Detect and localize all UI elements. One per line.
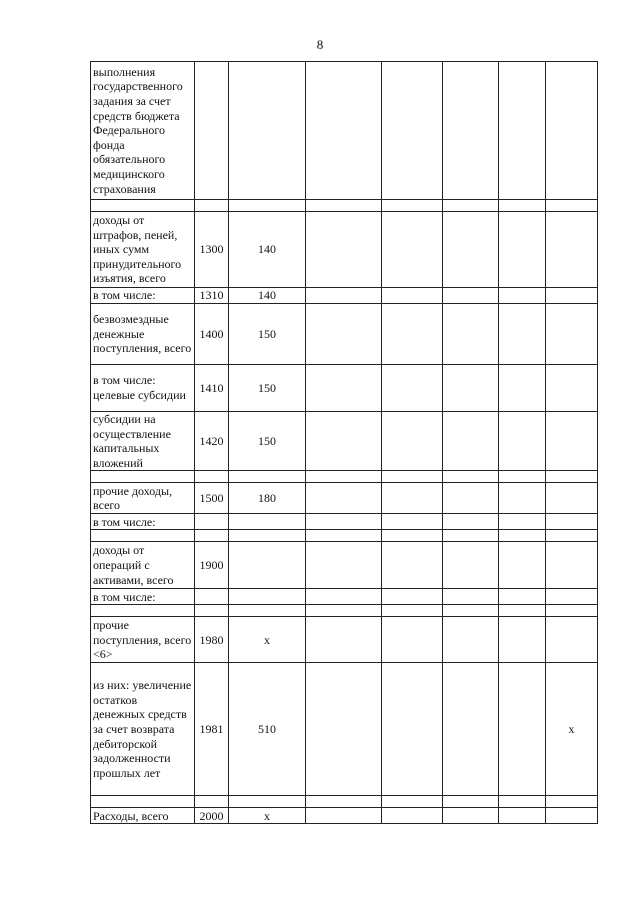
value-cell [306,412,382,471]
row-code: 1300 [195,212,229,288]
row-label: доходы от штрафов, пеней, иных сумм принудительного изъятия, всего [91,212,195,288]
row-kosgu: 510 [229,663,306,796]
value-cell [382,542,443,589]
row-code: 1500 [195,483,229,514]
value-cell [443,62,499,200]
value-cell [382,365,443,412]
table-row [91,62,598,200]
value-cell [306,62,382,200]
table-row [91,542,598,589]
row-label: доходы от операций с активами, всего [91,542,195,589]
value-cell [382,514,443,530]
value-cell [382,483,443,514]
value-cell [499,514,546,530]
value-cell: x [546,663,598,796]
row-kosgu: 140 [229,288,306,304]
value-cell [382,288,443,304]
value-cell [499,365,546,412]
row-kosgu: x [229,617,306,663]
value-cell [443,514,499,530]
value-cell [443,808,499,824]
table-row [91,212,598,288]
row-kosgu [229,589,306,605]
row-label: в том числе: целевые субсидии [91,365,195,412]
table-row [91,412,598,471]
value-cell [546,304,598,365]
value-cell [499,617,546,663]
row-code: 1310 [195,288,229,304]
value-cell [499,412,546,471]
table-row [91,288,598,304]
value-cell [546,589,598,605]
spacer-row [91,605,598,617]
row-label: выполнения государственного задания за счет средств бюджета Федерального фонда обязательного медицинского страхования [91,62,195,200]
value-cell [546,412,598,471]
value-cell [443,483,499,514]
row-kosgu [229,542,306,589]
value-cell [443,304,499,365]
value-cell [443,663,499,796]
row-label: из них: увеличение остатков денежных средств за счет возврата дебиторской задолженности прошлых лет [91,663,195,796]
table-row [91,483,598,514]
row-kosgu: 150 [229,412,306,471]
value-cell [382,663,443,796]
value-cell [546,365,598,412]
value-cell [306,542,382,589]
spacer-row [91,471,598,483]
value-cell [443,617,499,663]
row-code: 1420 [195,412,229,471]
row-code: 1410 [195,365,229,412]
value-cell [382,412,443,471]
value-cell [546,212,598,288]
table-row [91,589,598,605]
row-kosgu: 180 [229,483,306,514]
value-cell [443,212,499,288]
value-cell [546,808,598,824]
value-cell [382,62,443,200]
table-row [91,514,598,530]
value-cell [499,542,546,589]
value-cell [546,62,598,200]
value-cell [306,365,382,412]
row-kosgu [229,62,306,200]
spacer-row [91,530,598,542]
value-cell [443,542,499,589]
value-cell [306,304,382,365]
row-label: в том числе: [91,288,195,304]
value-cell [306,617,382,663]
table-row [91,808,598,824]
value-cell [499,212,546,288]
row-code: 1981 [195,663,229,796]
spacer-row [91,796,598,808]
value-cell [499,304,546,365]
table-row [91,304,598,365]
value-cell [499,288,546,304]
value-cell [499,663,546,796]
value-cell [306,483,382,514]
value-cell [546,617,598,663]
value-cell [443,589,499,605]
row-code [195,62,229,200]
row-code: 1900 [195,542,229,589]
value-cell [499,808,546,824]
row-code: 2000 [195,808,229,824]
value-cell [546,288,598,304]
value-cell [306,808,382,824]
value-cell [306,514,382,530]
value-cell [306,589,382,605]
value-cell [306,288,382,304]
row-kosgu: x [229,808,306,824]
financial-plan-table [90,61,598,824]
value-cell [382,617,443,663]
row-kosgu [229,514,306,530]
value-cell [499,483,546,514]
row-kosgu: 150 [229,304,306,365]
row-label: в том числе: [91,589,195,605]
row-code: 1400 [195,304,229,365]
value-cell [306,663,382,796]
row-label: прочие поступления, всего <6> [91,617,195,663]
value-cell [306,212,382,288]
value-cell [499,589,546,605]
value-cell [382,212,443,288]
row-label: безвозмездные денежные поступления, всего [91,304,195,365]
value-cell [443,412,499,471]
value-cell [546,542,598,589]
value-cell [382,808,443,824]
value-cell [382,304,443,365]
value-cell [443,365,499,412]
row-code: 1980 [195,617,229,663]
row-kosgu: 150 [229,365,306,412]
row-label: субсидии на осуществление капитальных вложений [91,412,195,471]
row-kosgu: 140 [229,212,306,288]
page-number: 8 [316,37,324,52]
table-row [91,617,598,663]
value-cell [546,483,598,514]
row-code [195,589,229,605]
row-code [195,514,229,530]
table-row [91,663,598,796]
value-cell [382,589,443,605]
row-label: прочие доходы, всего [91,483,195,514]
table-row [91,365,598,412]
value-cell [499,62,546,200]
value-cell [546,514,598,530]
row-label: Расходы, всего [91,808,195,824]
value-cell [443,288,499,304]
spacer-row [91,200,598,212]
row-label: в том числе: [91,514,195,530]
